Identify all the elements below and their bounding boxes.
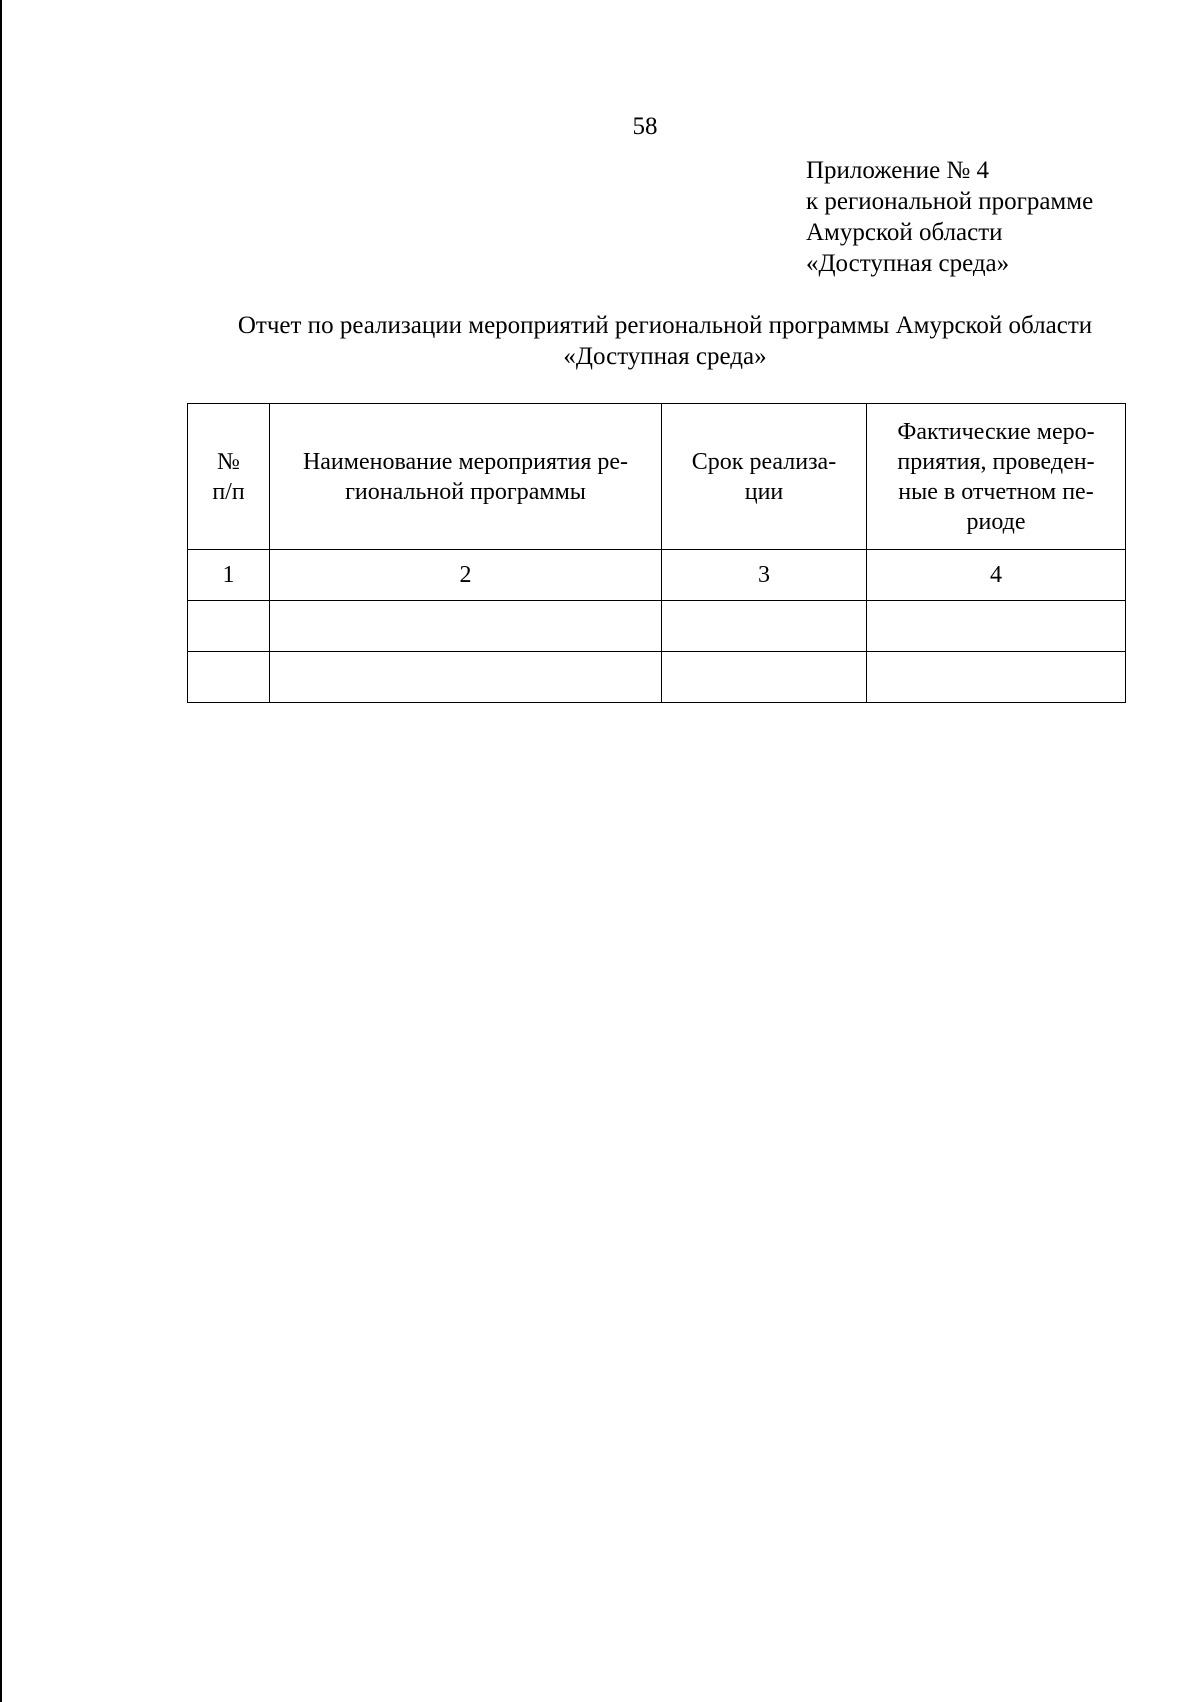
report-title-line: «Доступная среда» [563, 343, 767, 370]
appendix-line: Амурской области [806, 219, 1003, 246]
header-text: Наименование мероприятия ре- [302, 448, 629, 475]
table-cell [662, 652, 867, 703]
header-text: ции [744, 478, 784, 505]
column-number-cell: 1 [188, 550, 270, 601]
table-cell [662, 601, 867, 652]
table-cell [188, 652, 270, 703]
table-cell [867, 652, 1126, 703]
table-header-row [188, 404, 1126, 550]
appendix-heading [806, 155, 1093, 279]
header-text: п/п [212, 478, 245, 505]
report-title [150, 310, 1180, 372]
report-title-line: Отчет по реализации мероприятий региональной программы Амурской области [237, 312, 1093, 339]
column-number-row [188, 550, 1126, 601]
header-cell-activity-name [270, 404, 662, 550]
header-text: ные в отчетном пе- [898, 478, 1094, 505]
appendix-line: к региональной программе [806, 188, 1094, 215]
header-cell-number [188, 404, 270, 550]
header-text: гиональной программы [345, 478, 586, 505]
page-number: 58 [632, 113, 658, 140]
table-cell [188, 601, 270, 652]
table-row [188, 652, 1126, 703]
column-number-cell: 3 [662, 550, 867, 601]
header-text: риоде [966, 508, 1026, 535]
column-number-cell: 2 [270, 550, 662, 601]
appendix-line: «Доступная среда» [806, 250, 1010, 277]
table-row [188, 601, 1126, 652]
table-cell [270, 601, 662, 652]
scan-border-left [0, 0, 2, 1702]
column-number-cell: 4 [867, 550, 1126, 601]
header-text: № [217, 448, 240, 475]
table-cell [867, 601, 1126, 652]
header-text: приятия, проведен- [897, 448, 1095, 475]
header-cell-term [662, 404, 867, 550]
header-text: Срок реализа- [691, 448, 837, 475]
report-table [187, 403, 1126, 703]
table-cell [270, 652, 662, 703]
appendix-line: Приложение № 4 [806, 157, 990, 184]
header-cell-actual-activities [867, 404, 1126, 550]
header-text: Фактические меро- [897, 418, 1095, 445]
